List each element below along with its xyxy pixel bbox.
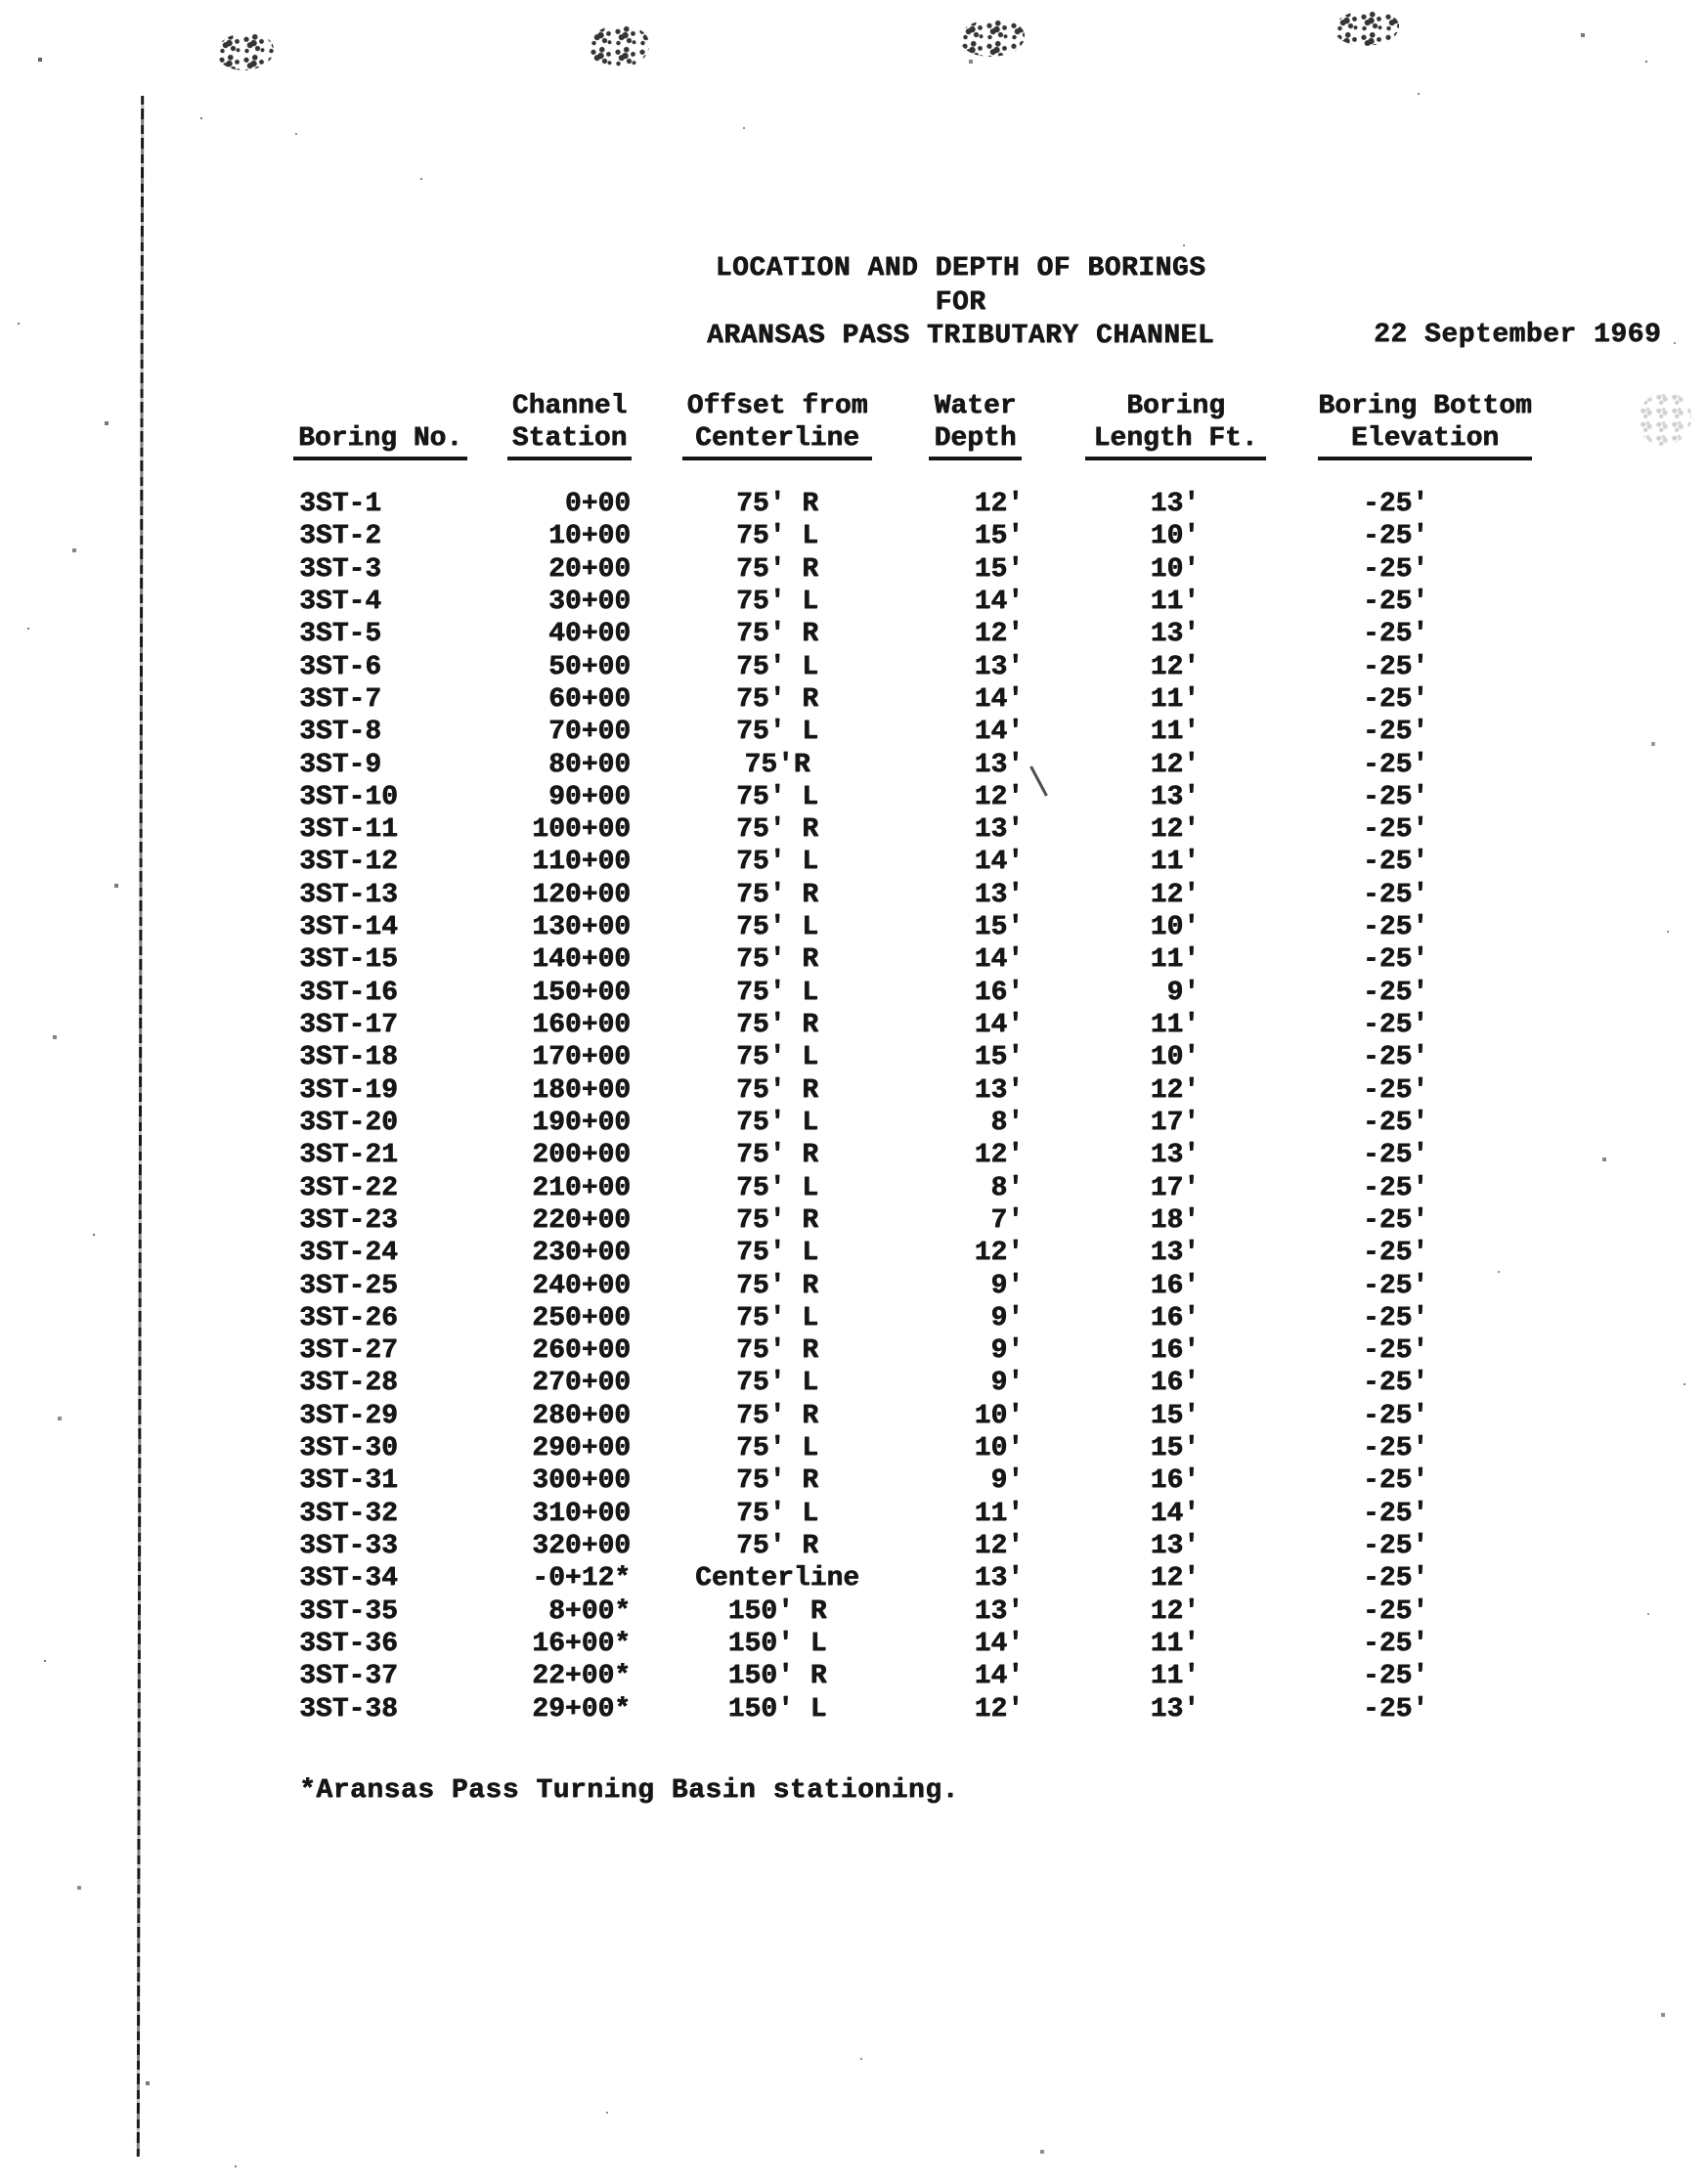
column-header-line2: Centerline — [682, 422, 872, 459]
cell-water-depth: 12' — [974, 489, 1024, 519]
scan-smudge-faint — [1639, 393, 1691, 446]
cell-channel-station: 40+00 — [547, 619, 631, 650]
cell-boring-bottom-elevation: -25' — [1362, 489, 1429, 519]
cell-channel-station: 280+00 — [532, 1400, 631, 1431]
cell-boring-bottom-elevation: -25' — [1362, 1595, 1429, 1627]
cell-boring-bottom-elevation: -25' — [1362, 1107, 1429, 1138]
cell-offset-from-centerline: 150' R — [727, 1661, 827, 1692]
cell-channel-station: 50+00 — [547, 651, 631, 682]
scan-smudge — [1334, 11, 1399, 46]
cell-boring-length-ft: 10' — [1150, 912, 1200, 943]
cell-boring-no: 3ST-20 — [299, 1107, 398, 1138]
cell-offset-from-centerline: 75' L — [735, 1433, 818, 1464]
page-edge-scan-line — [137, 96, 144, 2157]
cell-boring-bottom-elevation: -25' — [1362, 749, 1429, 780]
cell-boring-bottom-elevation: -25' — [1362, 781, 1429, 812]
cell-boring-length-ft: 16' — [1150, 1302, 1200, 1333]
cell-water-depth: 14' — [974, 717, 1024, 748]
cell-boring-no: 3ST-7 — [299, 683, 382, 715]
cell-offset-from-centerline: 75' R — [735, 489, 818, 519]
cell-water-depth: 10' — [974, 1400, 1024, 1431]
cell-offset-from-centerline: 75' L — [735, 1302, 818, 1333]
cell-boring-length-ft: 11' — [1150, 1661, 1200, 1692]
cell-offset-from-centerline: 75' R — [735, 1335, 818, 1367]
cell-water-depth: 8' — [990, 1107, 1024, 1138]
cell-offset-from-centerline: 75' L — [735, 1107, 818, 1138]
cell-channel-station: 310+00 — [532, 1498, 631, 1529]
column-header-line2: Depth — [929, 422, 1021, 459]
cell-offset-from-centerline: Centerline — [694, 1563, 860, 1594]
cell-channel-station: 20+00 — [547, 553, 631, 585]
cell-boring-no: 3ST-28 — [299, 1368, 398, 1399]
cell-channel-station: 60+00 — [547, 683, 631, 715]
cell-boring-length-ft: 16' — [1150, 1270, 1200, 1301]
cell-water-depth: 10' — [974, 1433, 1024, 1464]
cell-boring-no: 3ST-6 — [299, 651, 382, 682]
cell-boring-no: 3ST-14 — [299, 912, 398, 943]
cell-boring-no: 3ST-32 — [299, 1498, 398, 1529]
cell-boring-bottom-elevation: -25' — [1362, 879, 1429, 910]
cell-boring-no: 3ST-29 — [299, 1400, 398, 1431]
cell-boring-bottom-elevation: -25' — [1362, 944, 1429, 976]
cell-water-depth: 12' — [974, 1140, 1024, 1171]
cell-boring-no: 3ST-17 — [299, 1010, 398, 1040]
scan-noise-speckles — [0, 0, 2, 2]
cell-channel-station: 230+00 — [532, 1238, 631, 1269]
cell-boring-no: 3ST-23 — [299, 1204, 398, 1236]
cell-water-depth: 9' — [990, 1302, 1024, 1333]
cell-boring-bottom-elevation: -25' — [1362, 1010, 1429, 1040]
cell-channel-station: 240+00 — [532, 1270, 631, 1301]
cell-boring-bottom-elevation: -25' — [1362, 553, 1429, 585]
cell-channel-station: 250+00 — [532, 1302, 631, 1333]
cell-water-depth: 12' — [974, 1693, 1024, 1725]
cell-offset-from-centerline: 75' L — [735, 977, 818, 1008]
cell-boring-length-ft: 10' — [1150, 553, 1200, 585]
cell-channel-station: 90+00 — [547, 781, 631, 812]
cell-offset-from-centerline: 75' L — [735, 1172, 818, 1203]
cell-boring-length-ft: 10' — [1150, 1042, 1200, 1073]
cell-boring-bottom-elevation: -25' — [1362, 1563, 1429, 1594]
cell-boring-length-ft: 13' — [1150, 1531, 1200, 1561]
cell-water-depth: 13' — [974, 651, 1024, 682]
cell-offset-from-centerline: 75' L — [735, 912, 818, 943]
scan-smudge — [217, 33, 274, 70]
cell-boring-bottom-elevation: -25' — [1362, 1465, 1429, 1497]
cell-offset-from-centerline: 75' L — [735, 847, 818, 878]
cell-boring-bottom-elevation: -25' — [1362, 1270, 1429, 1301]
cell-boring-no: 3ST-22 — [299, 1172, 398, 1203]
cell-channel-station: 210+00 — [532, 1172, 631, 1203]
cell-offset-from-centerline: 75' L — [735, 1368, 818, 1399]
cell-water-depth: 15' — [974, 1042, 1024, 1073]
cell-boring-bottom-elevation: -25' — [1362, 619, 1429, 650]
cell-boring-no: 3ST-3 — [299, 553, 382, 585]
cell-channel-station: 300+00 — [532, 1465, 631, 1497]
cell-water-depth: 15' — [974, 521, 1024, 552]
column-header-boring-no — [293, 390, 489, 456]
cell-offset-from-centerline: 75' R — [735, 879, 818, 910]
cell-boring-length-ft: 16' — [1150, 1368, 1200, 1399]
cell-boring-bottom-elevation: -25' — [1362, 814, 1429, 846]
column-header-line1: Water — [934, 391, 1017, 421]
cell-boring-bottom-elevation: -25' — [1362, 977, 1429, 1008]
cell-boring-no: 3ST-31 — [299, 1465, 398, 1497]
cell-offset-from-centerline: 150' L — [727, 1693, 827, 1725]
cell-water-depth: 14' — [974, 683, 1024, 715]
cell-channel-station: 10+00 — [547, 521, 631, 552]
cell-boring-no: 3ST-38 — [299, 1693, 398, 1725]
cell-boring-bottom-elevation: -25' — [1362, 1042, 1429, 1073]
cell-boring-no: 3ST-2 — [299, 521, 382, 552]
cell-boring-no: 3ST-26 — [299, 1302, 398, 1333]
cell-water-depth: 14' — [974, 1010, 1024, 1040]
cell-boring-no: 3ST-36 — [299, 1628, 398, 1659]
cell-boring-length-ft: 14' — [1150, 1498, 1200, 1529]
cell-boring-length-ft: 13' — [1150, 1140, 1200, 1171]
cell-water-depth: 14' — [974, 1661, 1024, 1692]
column-header-line1: Offset from — [686, 391, 868, 421]
cell-boring-length-ft: 12' — [1150, 1074, 1200, 1106]
cell-boring-no: 3ST-12 — [299, 847, 398, 878]
cell-boring-bottom-elevation: -25' — [1362, 683, 1429, 715]
column-header-water-depth — [919, 390, 1031, 456]
cell-boring-length-ft: 13' — [1150, 1693, 1200, 1725]
cell-water-depth: 12' — [974, 1238, 1024, 1269]
cell-boring-length-ft: 12' — [1150, 879, 1200, 910]
column-header-channel-station — [494, 390, 645, 456]
cell-channel-station: 320+00 — [532, 1531, 631, 1561]
cell-offset-from-centerline: 75'R — [744, 749, 810, 780]
cell-boring-no: 3ST-37 — [299, 1661, 398, 1692]
cell-channel-station: 150+00 — [532, 977, 631, 1008]
cell-boring-bottom-elevation: -25' — [1362, 651, 1429, 682]
cell-water-depth: 16' — [974, 977, 1024, 1008]
cell-channel-station: 29+00* — [532, 1693, 631, 1725]
cell-channel-station: 190+00 — [532, 1107, 631, 1138]
column-header-line2: Station — [507, 422, 633, 459]
column-header-line1: Boring — [1126, 391, 1225, 421]
cell-offset-from-centerline: 150' L — [727, 1628, 827, 1659]
cell-boring-no: 3ST-15 — [299, 944, 398, 976]
cell-boring-no: 3ST-11 — [299, 814, 398, 846]
column-header-line1: Boring Bottom — [1318, 391, 1532, 421]
cell-boring-no: 3ST-10 — [299, 781, 398, 812]
cell-boring-bottom-elevation: -25' — [1362, 1433, 1429, 1464]
cell-boring-bottom-elevation: -25' — [1362, 1368, 1429, 1399]
cell-water-depth: 14' — [974, 944, 1024, 976]
cell-channel-station: -0+12* — [532, 1563, 631, 1594]
cell-offset-from-centerline: 75' R — [735, 553, 818, 585]
column-header-line2: Length Ft. — [1085, 422, 1265, 459]
cell-offset-from-centerline: 75' L — [735, 1498, 818, 1529]
cell-boring-bottom-elevation: -25' — [1362, 1400, 1429, 1431]
column-header-boring-bottom-elevation — [1300, 390, 1550, 456]
cell-water-depth: 9' — [990, 1368, 1024, 1399]
cell-channel-station: 120+00 — [532, 879, 631, 910]
cell-boring-length-ft: 9' — [1166, 977, 1200, 1008]
cell-boring-bottom-elevation: -25' — [1362, 717, 1429, 748]
cell-channel-station: 180+00 — [532, 1074, 631, 1106]
cell-boring-no: 3ST-8 — [299, 717, 382, 748]
cell-offset-from-centerline: 75' R — [735, 683, 818, 715]
cell-channel-station: 110+00 — [532, 847, 631, 878]
cell-boring-no: 3ST-35 — [299, 1595, 398, 1627]
scan-smudge — [589, 25, 649, 68]
cell-boring-length-ft: 17' — [1150, 1172, 1200, 1203]
cell-water-depth: 13' — [974, 814, 1024, 846]
cell-channel-station: 80+00 — [547, 749, 631, 780]
cell-boring-bottom-elevation: -25' — [1362, 1661, 1429, 1692]
cell-boring-length-ft: 11' — [1150, 847, 1200, 878]
cell-offset-from-centerline: 75' R — [735, 619, 818, 650]
cell-boring-bottom-elevation: -25' — [1362, 1074, 1429, 1106]
cell-offset-from-centerline: 75' L — [735, 717, 818, 748]
cell-boring-bottom-elevation: -25' — [1362, 1693, 1429, 1725]
cell-channel-station: 140+00 — [532, 944, 631, 976]
cell-boring-length-ft: 12' — [1150, 651, 1200, 682]
column-header-line1 — [293, 390, 489, 422]
cell-boring-bottom-elevation: -25' — [1362, 1238, 1429, 1269]
cell-offset-from-centerline: 75' L — [735, 586, 818, 617]
cell-offset-from-centerline: 75' R — [735, 1074, 818, 1106]
cell-boring-bottom-elevation: -25' — [1362, 1335, 1429, 1367]
footnote: *Aransas Pass Turning Basin stationing. — [299, 1775, 959, 1806]
cell-water-depth: 13' — [974, 879, 1024, 910]
cell-water-depth: 14' — [974, 847, 1024, 878]
cell-water-depth: 9' — [990, 1465, 1024, 1497]
cell-water-depth: 13' — [974, 749, 1024, 780]
cell-offset-from-centerline: 150' R — [727, 1595, 827, 1627]
cell-boring-bottom-elevation: -25' — [1362, 1204, 1429, 1236]
cell-channel-station: 22+00* — [532, 1661, 631, 1692]
cell-boring-length-ft: 15' — [1150, 1400, 1200, 1431]
cell-boring-bottom-elevation: -25' — [1362, 847, 1429, 878]
cell-water-depth: 13' — [974, 1595, 1024, 1627]
cell-boring-length-ft: 15' — [1150, 1433, 1200, 1464]
cell-channel-station: 130+00 — [532, 912, 631, 943]
cell-boring-no: 3ST-24 — [299, 1238, 398, 1269]
cell-channel-station: 16+00* — [532, 1628, 631, 1659]
cell-offset-from-centerline: 75' R — [735, 1204, 818, 1236]
cell-boring-no: 3ST-27 — [299, 1335, 398, 1367]
scan-smudge — [960, 20, 1025, 57]
cell-boring-length-ft: 12' — [1150, 814, 1200, 846]
cell-boring-length-ft: 13' — [1150, 489, 1200, 519]
cell-offset-from-centerline: 75' R — [735, 1010, 818, 1040]
cell-boring-bottom-elevation: -25' — [1362, 912, 1429, 943]
document-date: 22 September 1969 — [1374, 320, 1662, 350]
cell-water-depth: 12' — [974, 1531, 1024, 1561]
cell-channel-station: 8+00* — [547, 1595, 631, 1627]
cell-boring-bottom-elevation: -25' — [1362, 1498, 1429, 1529]
cell-channel-station: 260+00 — [532, 1335, 631, 1367]
cell-boring-no: 3ST-16 — [299, 977, 398, 1008]
cell-offset-from-centerline: 75' R — [735, 1465, 818, 1497]
cell-boring-length-ft: 11' — [1150, 944, 1200, 976]
cell-water-depth: 9' — [990, 1335, 1024, 1367]
cell-boring-bottom-elevation: -25' — [1362, 1302, 1429, 1333]
cell-boring-length-ft: 11' — [1150, 1010, 1200, 1040]
cell-channel-station: 170+00 — [532, 1042, 631, 1073]
cell-boring-no: 3ST-18 — [299, 1042, 398, 1073]
cell-channel-station: 160+00 — [532, 1010, 631, 1040]
cell-boring-bottom-elevation: -25' — [1362, 521, 1429, 552]
cell-water-depth: 7' — [990, 1204, 1024, 1236]
cell-boring-length-ft: 17' — [1150, 1107, 1200, 1138]
cell-offset-from-centerline: 75' R — [735, 1400, 818, 1431]
cell-boring-length-ft: 11' — [1150, 586, 1200, 617]
cell-offset-from-centerline: 75' L — [735, 1042, 818, 1073]
cell-boring-length-ft: 11' — [1150, 717, 1200, 748]
cell-boring-length-ft: 12' — [1150, 749, 1200, 780]
cell-water-depth: 13' — [974, 1074, 1024, 1106]
cell-offset-from-centerline: 75' R — [735, 944, 818, 976]
cell-boring-no: 3ST-9 — [299, 749, 382, 780]
column-header-line2: Elevation — [1318, 422, 1532, 459]
cell-boring-length-ft: 10' — [1150, 521, 1200, 552]
cell-offset-from-centerline: 75' L — [735, 781, 818, 812]
cell-boring-no: 3ST-13 — [299, 879, 398, 910]
cell-channel-station: 70+00 — [547, 717, 631, 748]
cell-water-depth: 15' — [974, 553, 1024, 585]
cell-boring-length-ft: 11' — [1150, 683, 1200, 715]
title-line-3: ARANSAS PASS TRIBUTARY CHANNEL — [706, 321, 1215, 352]
cell-channel-station: 220+00 — [532, 1204, 631, 1236]
cell-offset-from-centerline: 75' R — [735, 1531, 818, 1561]
cell-boring-length-ft: 11' — [1150, 1628, 1200, 1659]
cell-boring-bottom-elevation: -25' — [1362, 1140, 1429, 1171]
column-header-boring-length — [1075, 390, 1276, 456]
cell-channel-station: 200+00 — [532, 1140, 631, 1171]
cell-boring-length-ft: 16' — [1150, 1465, 1200, 1497]
cell-boring-length-ft: 13' — [1150, 619, 1200, 650]
cell-boring-bottom-elevation: -25' — [1362, 1628, 1429, 1659]
cell-boring-length-ft: 16' — [1150, 1335, 1200, 1367]
cell-offset-from-centerline: 75' L — [735, 1238, 818, 1269]
document-title — [689, 252, 1232, 354]
cell-water-depth: 14' — [974, 586, 1024, 617]
cell-boring-length-ft: 18' — [1150, 1204, 1200, 1236]
cell-boring-length-ft: 12' — [1150, 1563, 1200, 1594]
cell-channel-station: 290+00 — [532, 1433, 631, 1464]
cell-water-depth: 11' — [974, 1498, 1024, 1529]
cell-boring-no: 3ST-19 — [299, 1074, 398, 1106]
cell-boring-no: 3ST-5 — [299, 619, 382, 650]
cell-boring-length-ft: 13' — [1150, 781, 1200, 812]
cell-boring-bottom-elevation: -25' — [1362, 1172, 1429, 1203]
cell-boring-bottom-elevation: -25' — [1362, 1531, 1429, 1561]
title-line-2: FOR — [935, 286, 986, 318]
cell-water-depth: 15' — [974, 912, 1024, 943]
cell-offset-from-centerline: 75' L — [735, 651, 818, 682]
cell-boring-no: 3ST-1 — [299, 489, 382, 519]
cell-offset-from-centerline: 75' L — [735, 521, 818, 552]
cell-boring-no: 3ST-4 — [299, 586, 382, 617]
column-header-offset-from-centerline — [645, 390, 909, 456]
cell-water-depth: 12' — [974, 619, 1024, 650]
cell-boring-length-ft: 13' — [1150, 1238, 1200, 1269]
cell-boring-length-ft: 12' — [1150, 1595, 1200, 1627]
cell-boring-no: 3ST-21 — [299, 1140, 398, 1171]
title-line-1: LOCATION AND DEPTH OF BORINGS — [715, 253, 1206, 284]
cell-boring-no: 3ST-33 — [299, 1531, 398, 1561]
cell-water-depth: 9' — [990, 1270, 1024, 1301]
cell-boring-no: 3ST-25 — [299, 1270, 398, 1301]
column-header-line2: Boring No. — [293, 422, 467, 459]
cell-boring-bottom-elevation: -25' — [1362, 586, 1429, 617]
cell-channel-station: 0+00 — [564, 489, 631, 519]
cell-channel-station: 30+00 — [547, 586, 631, 617]
cell-offset-from-centerline: 75' R — [735, 1140, 818, 1171]
cell-water-depth: 14' — [974, 1628, 1024, 1659]
cell-boring-no: 3ST-34 — [299, 1563, 398, 1594]
cell-boring-no: 3ST-30 — [299, 1433, 398, 1464]
cell-water-depth: 13' — [974, 1563, 1024, 1594]
cell-channel-station: 100+00 — [532, 814, 631, 846]
cell-offset-from-centerline: 75' R — [735, 1270, 818, 1301]
cell-channel-station: 270+00 — [532, 1368, 631, 1399]
cell-water-depth: 12' — [974, 781, 1024, 812]
column-header-line1: Channel — [511, 391, 628, 421]
cell-water-depth: 8' — [990, 1172, 1024, 1203]
cell-offset-from-centerline: 75' R — [735, 814, 818, 846]
